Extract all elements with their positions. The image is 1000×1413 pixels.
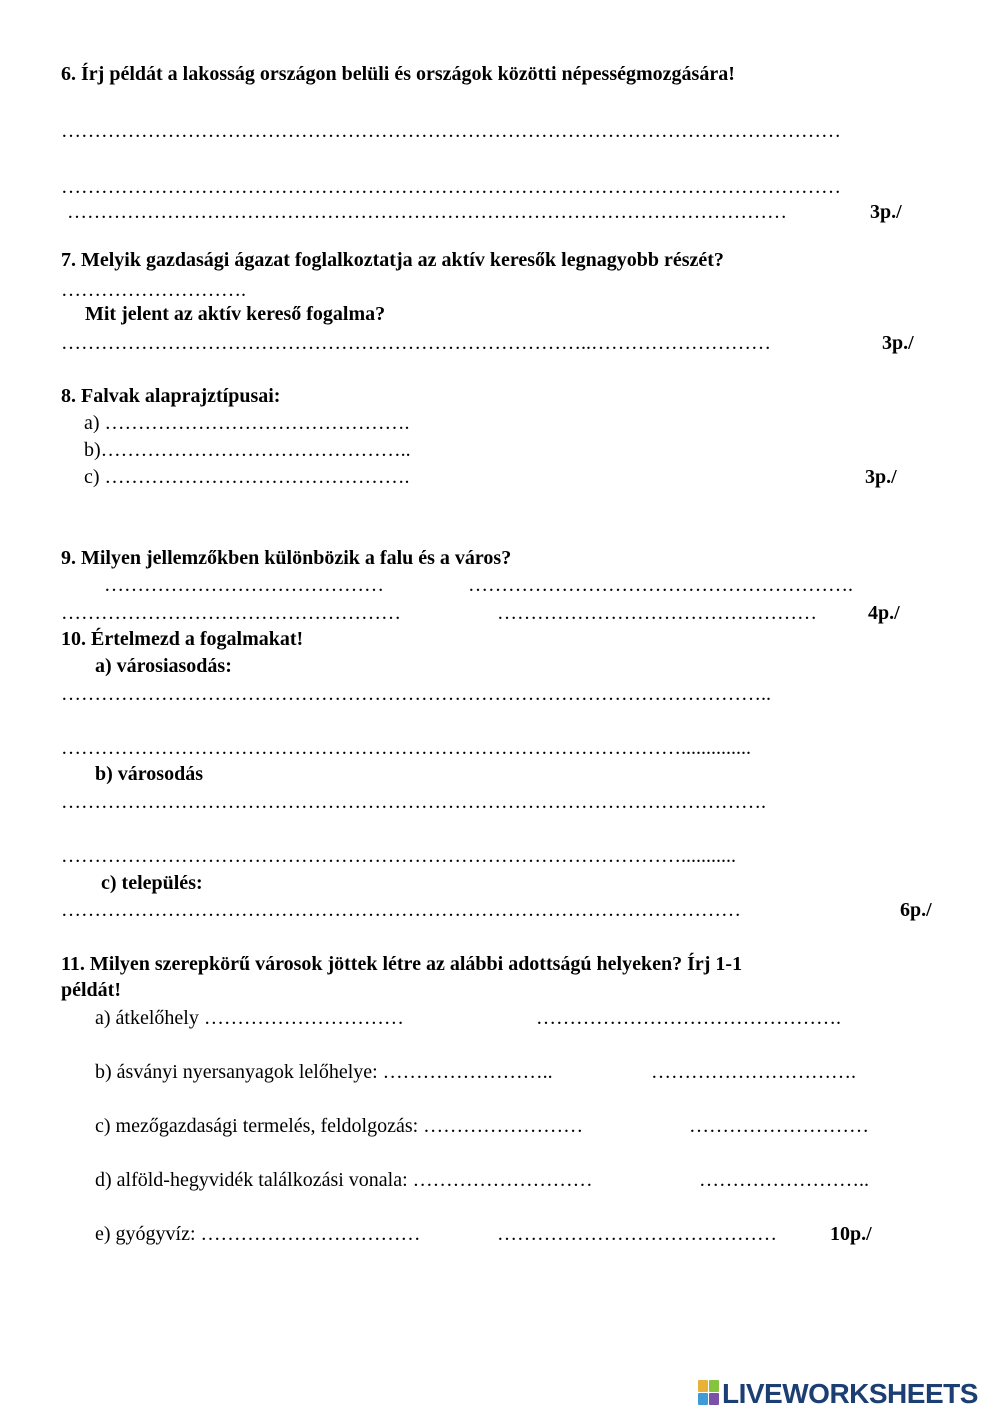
q7-subquestion: Mit jelent az aktív kereső fogalma? <box>85 303 386 325</box>
q10-b-label: b) városodás <box>95 763 203 785</box>
q11-a-label-line[interactable]: a) átkelőhely ………………………… <box>95 1007 404 1029</box>
logo-block-3 <box>698 1393 708 1405</box>
q10-points: 6p./ <box>900 899 932 921</box>
q9-answer-row2-right[interactable]: ………………………………………… <box>497 602 817 624</box>
q11-c-label-line[interactable]: c) mezőgazdasági termelés, feldolgozás: …………………… <box>95 1115 584 1137</box>
q7-title: 7. Melyik gazdasági ágazat foglalkoztatja az aktív keresők legnagyobb részét? <box>61 249 724 271</box>
q9-answer-row1-right[interactable]: …………………………………………………. <box>468 574 853 596</box>
q11-a-answer-line[interactable]: ………………………………………. <box>536 1007 841 1029</box>
q10-c-line[interactable]: ………………………………………………………………………………………… <box>61 899 741 921</box>
q11-d-label-line[interactable]: d) alföld-hegyvidék találkozási vonala: ……………………… <box>95 1169 593 1191</box>
q9-answer-row2-left[interactable]: …………………………………………… <box>61 602 401 624</box>
q8-answer-c[interactable]: c) ………………………………………. <box>84 466 410 488</box>
q10-title: 10. Értelmezd a fogalmakat! <box>61 628 304 650</box>
q11-b-answer-line[interactable]: …………………………. <box>651 1061 856 1083</box>
logo-blocks-icon <box>698 1380 720 1406</box>
q8-points: 3p./ <box>865 466 897 488</box>
q8-title: 8. Falvak alaprajztípusai: <box>61 385 281 407</box>
q11-title-line-1: 11. Milyen szerepkörű városok jöttek létre az alábbi adottságú helyeken? Írj 1-1 <box>61 953 743 975</box>
logo-block-1 <box>698 1380 708 1392</box>
q9-points: 4p./ <box>868 602 900 624</box>
q7-points: 3p./ <box>882 332 914 354</box>
q6-answer-line-3[interactable]: ……………………………………………………………………………………………… <box>67 201 787 223</box>
q6-answer-line-2[interactable]: ……………………………………………………………………………………………………… <box>61 176 841 198</box>
q8-answer-b[interactable]: b)……………………………………….. <box>84 439 411 461</box>
logo-block-2 <box>709 1380 719 1392</box>
q7-answer-line[interactable]: ………………………. <box>61 279 246 301</box>
q11-e-answer-line[interactable]: …………………………………… <box>497 1223 777 1245</box>
q11-d-answer-line[interactable]: …………………….. <box>699 1169 869 1191</box>
q10-a-line-1[interactable]: …………………………………………………………………………………………….. <box>61 683 771 705</box>
q11-b-label-line[interactable]: b) ásványi nyersanyagok lelőhelye: …………………….. <box>95 1061 553 1083</box>
q9-answer-row1-left[interactable]: …………………………………… <box>104 574 384 596</box>
q10-a-line-2[interactable]: ………………………………………………………………………………….............. <box>61 737 751 759</box>
q11-points: 10p./ <box>830 1223 872 1245</box>
q9-title: 9. Milyen jellemzőkben különbözik a falu és a város? <box>61 547 512 569</box>
q11-e-label-line[interactable]: e) gyógyvíz: …………………………… <box>95 1223 421 1245</box>
q7-definition-line[interactable]: ……………………………………………………………………..……………………… <box>61 332 771 354</box>
q6-answer-line-1[interactable]: ……………………………………………………………………………………………………… <box>61 120 841 142</box>
logo-text: LIVEWORKSHEETS <box>722 1378 978 1409</box>
q8-answer-a[interactable]: a) ………………………………………. <box>84 412 410 434</box>
q10-c-label: c) település: <box>101 872 203 894</box>
q10-b-line-2[interactable]: …………………………………………………………………………………........... <box>61 845 736 867</box>
q11-c-answer-line[interactable]: ……………………… <box>689 1115 869 1137</box>
q11-title-line-2: példát! <box>61 979 121 1001</box>
q10-b-line-1[interactable]: ……………………………………………………………………………………………. <box>61 791 766 813</box>
q10-a-label: a) városiasodás: <box>95 655 232 677</box>
q6-points: 3p./ <box>870 201 902 223</box>
q6-title: 6. Írj példát a lakosság országon belüli és országok közötti népességmozgására! <box>61 63 735 85</box>
logo-block-4 <box>709 1393 719 1405</box>
